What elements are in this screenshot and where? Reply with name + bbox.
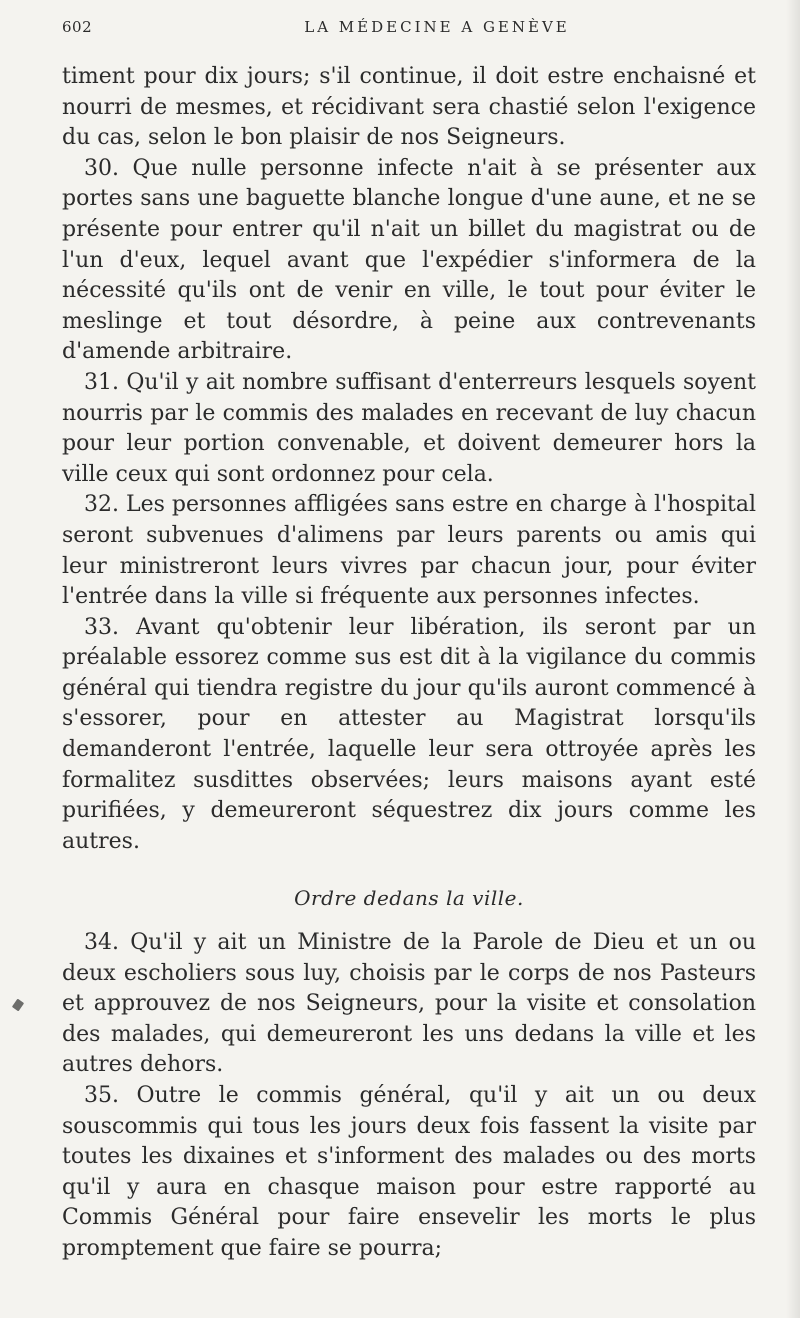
paragraph-article-33: 33. Avant qu'obtenir leur libération, ils seront par un préalable essorez comme sus est dit à la vigilance du commis général qui tiendra registre du jour qu'ils auront commencé à s'essorer, pour en attester au Magistrat lorsqu'ils demanderont l'entrée, laquelle leur sera ottroyée après les formalitez susdittes observées; leurs maisons ayant esté purifiées, y demeureront séquestrez dix jours comme les autres. (62, 614, 756, 854)
paragraph-article-30: 30. Que nulle personne infecte n'ait à se présenter aux portes sans une baguette blanche longue d'une aune, et ne se présente pour entrer qu'il n'ait un billet du magistrat ou de l'un d'eux, lequel avant que l'expédier s'informera de la nécessité qu'ils ont de venir en ville, le tout pour éviter le meslinge et tout désordre, à peine aux contrevenants d'amende arbitraire. (62, 155, 756, 365)
section-heading: Ordre dedans la ville. (294, 886, 524, 911)
paragraph-article-34: 34. Qu'il y ait un Ministre de la Parole de Dieu et un ou deux escholiers sous luy, choisis par le corps de nos Pasteurs et approuvez de nos Seigneurs, pour la visite et consolation des malades, qui demeureront les uns dedans la ville et les autres dehors. (62, 930, 756, 1078)
page-header (62, 18, 752, 40)
paragraph-article-31: 31. Qu'il y ait nombre suffisant d'enterreurs lesquels soyent nourris par le commis des malades en recevant de luy chacun pour leur portion convenable, et doivent demeurer hors la ville ceux qui sont ordonnez pour cela. (62, 369, 756, 487)
running-title: LA MÉDECINE A GENÈVE (304, 18, 570, 36)
page-body (62, 62, 756, 1265)
paragraph-article-32: 32. Les personnes affligées sans estre en charge à l'hospital seront subvenues d'alimens par leurs parents ou amis qui leur ministreront leurs vivres par chacun jour, pour éviter l'entrée dans la ville si fréquente aux personnes infectes. (62, 492, 756, 610)
page-edge-shadow (786, 0, 800, 1318)
page-number: 602 (62, 18, 93, 36)
paragraph-article-35: 35. Outre le commis général, qu'il y ait un ou deux souscommis qui tous les jours deux fois fassent la visite par toutes les dixaines et s'informent des malades ou des morts qu'il y aura en chasque maison pour estre rapporté au Commis Général pour faire ensevelir les morts le plus promptement que faire se pourra; (62, 1083, 756, 1261)
ink-speck (12, 999, 24, 1012)
paragraph-continuation: timent pour dix jours; s'il continue, il doit estre enchaisné et nourri de mesmes, et récidivant sera chastié selon l'exigence du cas, selon le bon plaisir de nos Seigneurs. (62, 64, 756, 151)
